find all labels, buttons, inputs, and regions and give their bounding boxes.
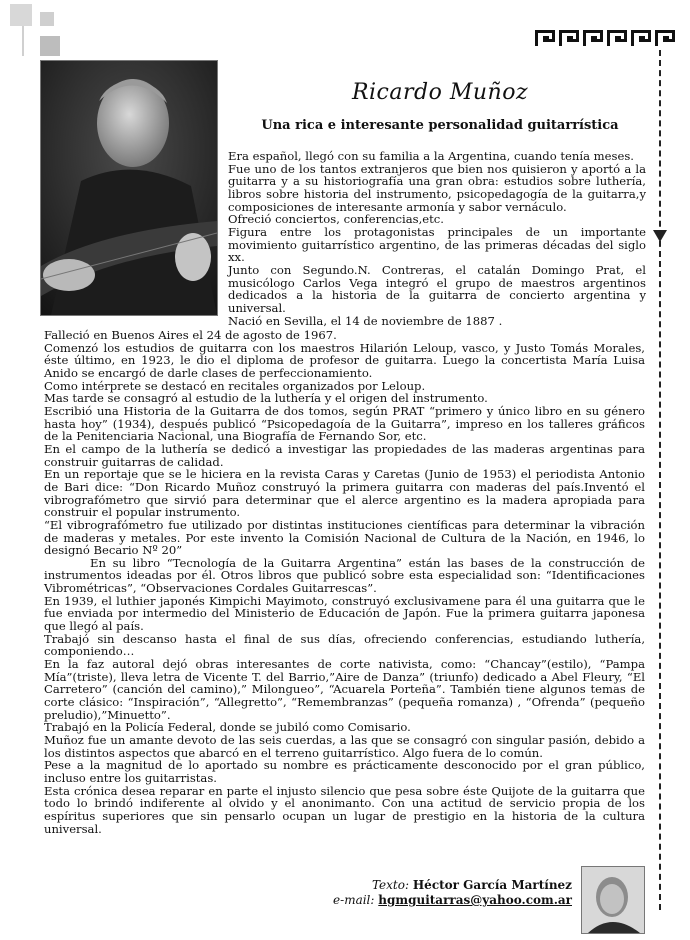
paragraph: Esta crónica desea reparar en parte el injusto silencio que pesa sobre éste Quijote de la guitarra que todo lo brindó indiferente al olvido y el anonimanto. Con una actitud de servicio propia de los espíritus superiores que sin pensarlo ocupan un lugar de prestigio en la historia de la cultura universal. <box>44 783 645 836</box>
paragraph: “El vibrografómetro fue utilizado por distintas instituciones científicas para determinar la vibración de maderas y metales. Por este invento la Comisión Nacional de Cultura de la Nación, en 1946, lo designó Becario Nº 20” <box>44 517 645 558</box>
right-column-text <box>228 150 646 327</box>
paragraph: Junto con Segundo.N. Contreras, el catalán Domingo Prat, el musicólogo Carlos Vega integró el grupo de maestros argentinos dedicados a la historia de la guitarra de concierto argentina y universal. <box>228 262 646 315</box>
email-label: e-mail: <box>333 893 375 907</box>
paragraph: Era español, llegó con su familia a la Argentina, cuando tenía meses. <box>228 149 634 163</box>
paragraph: Falleció en Buenos Aires el 24 de agosto de 1967. <box>44 328 337 342</box>
author-email-link[interactable]: hgmguitarras@yahoo.com.ar <box>378 893 572 907</box>
author-name: Héctor García Martínez <box>412 878 572 892</box>
article-title: Ricardo Muñoz <box>351 80 529 105</box>
arrow-down-icon <box>653 230 667 242</box>
corner-square-large <box>10 4 32 26</box>
article-subtitle: Una rica e interesante personalidad guitarrística <box>261 118 619 133</box>
author-photo <box>581 866 645 934</box>
paragraph: Muñoz fue un amante devoto de las seis cuerdas, a las que se consagró con singular pasión, debido a los distintos aspectos que abarcó en el terreno guitarrístico. Algo fuera de lo común. <box>44 733 645 760</box>
text-label: Texto: <box>371 878 410 892</box>
paragraph: Pese a la magnitud de lo aportado su nombre es prácticamente desconocido por el gran público, incluso entre los guitarristas. <box>44 758 645 785</box>
paragraph: Fue uno de los tantos extranjeros que bien nos quisieron y aportó a la guitarra y a su historiografía una gran obra: estudios sobre luthería, libros sobre historia del instrumento, psicopedagogía de la guitarra,y composiciones de interesante armonía y sabor vernáculo. <box>228 161 646 214</box>
paragraph: Escribió una Historia de la Guitarra de dos tomos, según PRAT “primero y único libro en su género hasta hoy” (1934), después publicó “Psicopedagoía de la Guitarra”, impreso en los talleres gráficos de la Penitenciaria Nacional, una Biografía de Fernando Sor, etc. <box>44 403 645 444</box>
paragraph: En el campo de la luthería se dedicó a investigar las propiedades de las maderas argentinas para construir guitarras de calidad. <box>44 441 645 469</box>
paragraph: En su libro “Tecnología de la Guitarra Argentina” están las bases de la construcción de instrumentos ideadas por él. Otros libros que publicó sobre esta especialidad son: “Identificaciones Vibrométricas”, “Observaciones Cordales Guitarrescas”. <box>44 555 645 596</box>
paragraph: Figura entre los protagonistas principales de un importante movimiento guitarrístico argentino, de las primeras décadas del siglo xx. <box>228 224 646 265</box>
author-credit <box>300 878 572 908</box>
corner-square-small <box>40 12 54 26</box>
dashed-divider-line <box>659 50 661 910</box>
paragraph: Comenzó los estudios de guitarra con los maestros Hilarión Leloup, vasco, y Justo Tomás Morales, éste último, en 1923, le dio el diploma de profesor de guitarra. Luego la concertista María Luisa Anido se encargó de darle clases de perfeccionamiento. <box>44 340 645 380</box>
paragraph: Trabajó sin descanso hasta el final de sus días, ofreciendo conferencias, estudiando luthería, componiendo… <box>44 631 645 659</box>
greek-key-border-icon <box>535 30 680 46</box>
paragraph: En un reportaje que se le hiciera en la revista Caras y Caretas (Junio de 1953) el periodista Antonio de Bari dice: “Don Ricardo Muñoz construyó la primera guitarra con maderas del país.Inventó el vibrografómetro que sirvió para determinar que el alerce argentino es la madera apropiada para construir el popular instrumento. <box>44 467 645 520</box>
paragraph: Trabajó en la Policía Federal, donde se jubiló como Comisario. <box>44 720 411 735</box>
paragraph: Como intérprete se destacó en recitales organizados por Leloup. <box>44 378 426 393</box>
paragraph: Ofreció conciertos, conferencias,etc. <box>228 212 444 227</box>
main-photo-guitarist <box>40 60 218 316</box>
paragraph: En la faz autoral dejó obras interesantes de corte nativista, como: “Chancay”(estilo), “Pampa Mía”(triste), lleva letra de Vicente T. del Barrio,”Aire de Danza” (triunfo) dedicado a Abel Fleury, “El Carretero” (canción del camino),” Milongueo”, “Acuarela Porteña”. También tiene algunos temas de corte clásico: “Inspiración”, “Allegretto”, “Remembranzas” (pequeña romanza) , “Ofrenda” (pequeño preludio),”Minuetto”. <box>44 657 645 722</box>
corner-square-medium <box>40 36 60 56</box>
full-width-text <box>44 329 645 835</box>
paragraph: Mas tarde se consagró al estudio de la luthería y el origen del instrumento. <box>44 391 488 406</box>
paragraph: En 1939, el luthier japonés Kimpichi Mayimoto, construyó exclusivamene para él una guitarra que le fue enviada por intermedio del Ministerio de Educación de Japón. Fue la primera guitarra japonesa que llegó al país. <box>44 593 645 634</box>
decorative-vertical-line <box>22 26 24 56</box>
paragraph: Nació en Sevilla, el 14 de noviembre de 1887 . <box>228 313 503 328</box>
